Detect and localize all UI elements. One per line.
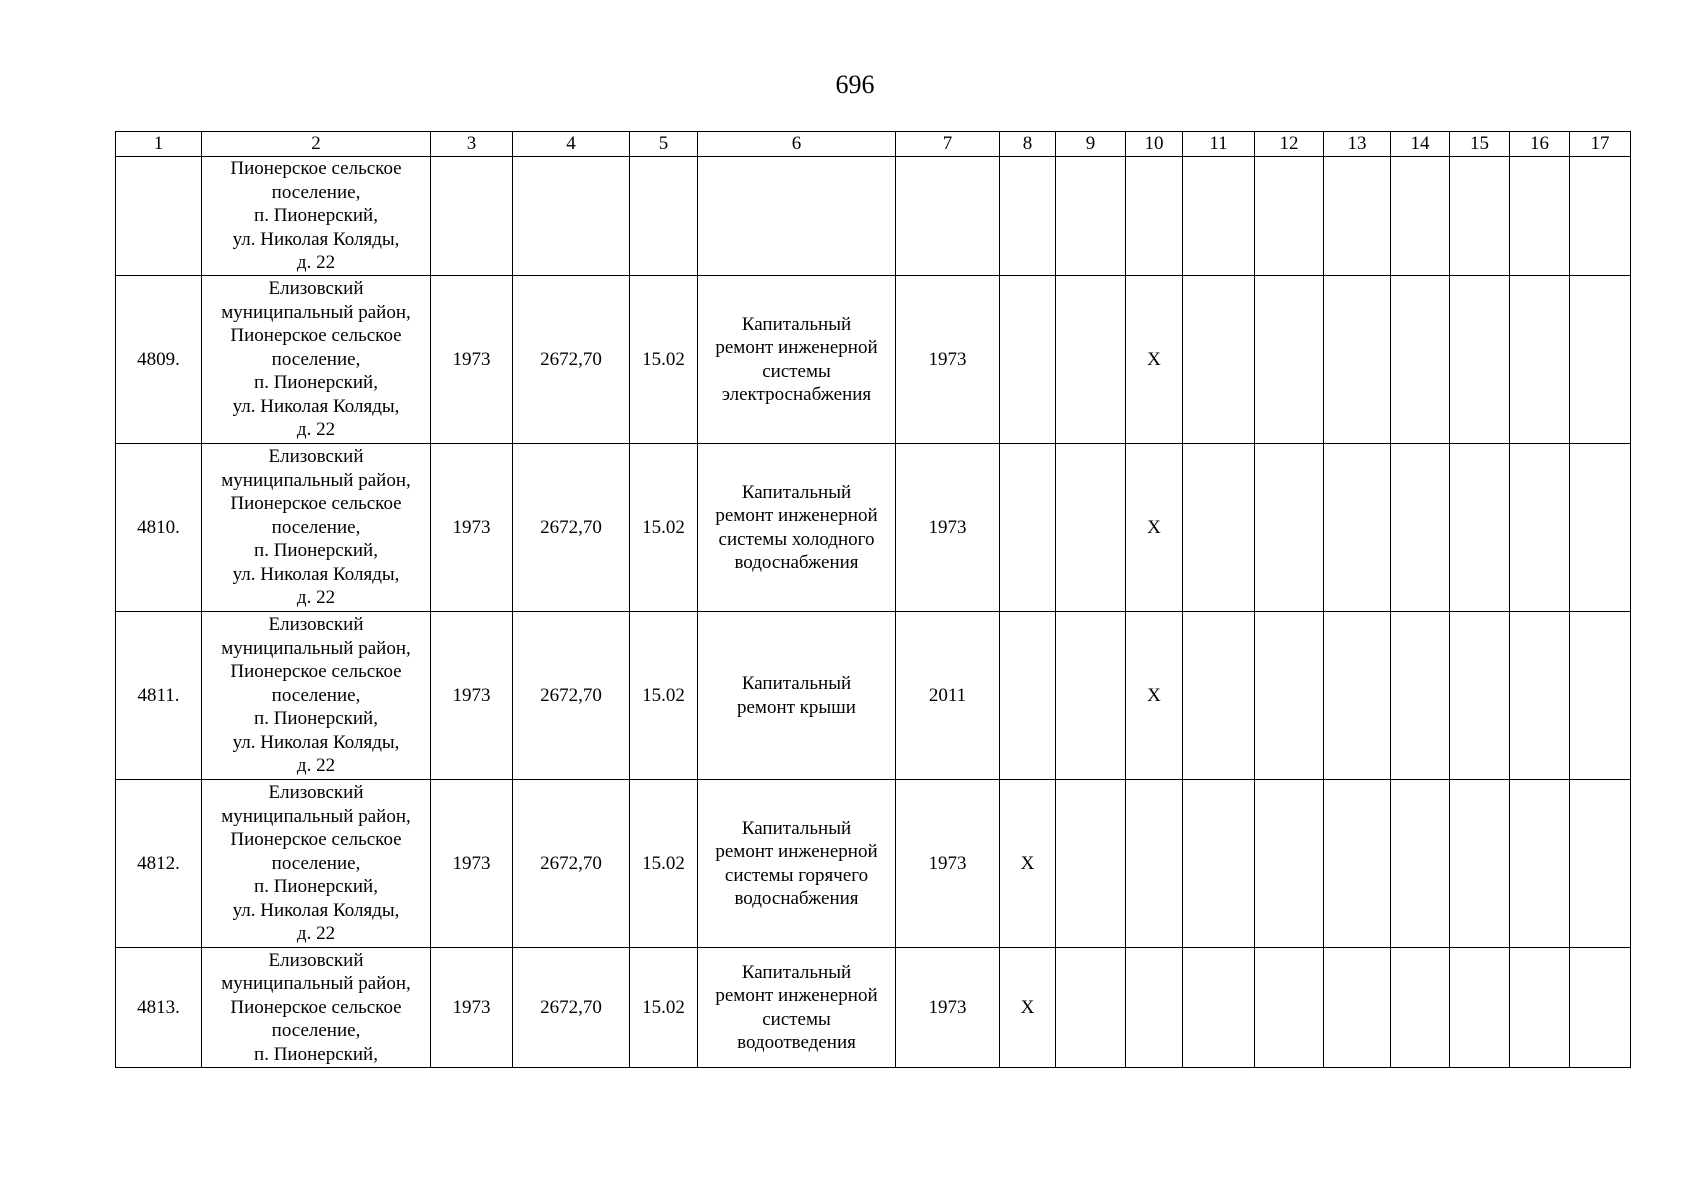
row-number-cell (116, 157, 202, 276)
column-13-cell (1324, 612, 1391, 780)
column-15-cell (1450, 276, 1510, 444)
column-16-cell (1510, 444, 1570, 612)
address-cell-line: Елизовский (268, 278, 364, 300)
column-13-cell (1324, 157, 1391, 276)
x-mark: X (1020, 852, 1035, 874)
address-cell-line: Елизовский (268, 949, 364, 971)
column-number-14: 14 (1391, 132, 1450, 157)
column-17-cell (1570, 276, 1631, 444)
work-type-cell-line: системы (762, 360, 831, 382)
column-16-cell (1510, 276, 1570, 444)
column-number-3: 3 (431, 132, 513, 157)
table-row (116, 276, 1631, 444)
column-17-cell (1570, 948, 1631, 1068)
column-15-cell (1450, 948, 1510, 1068)
address-cell-line: Пионерское сельское (230, 661, 402, 683)
column-12-cell (1255, 444, 1324, 612)
work-type-cell-line: системы холодного (718, 528, 875, 550)
work-type-cell-line: Капитальный (741, 817, 852, 839)
column-number-8: 8 (1000, 132, 1056, 157)
column-15-cell (1450, 780, 1510, 948)
column-10-cell (1126, 276, 1183, 444)
work-type-cell-line: водоснабжения (734, 552, 859, 573)
year-cell (896, 157, 1000, 276)
column-8-cell (1000, 948, 1056, 1068)
work-type-cell-line: ремонт инженерной (715, 505, 878, 526)
work-type-cell-line: Капитальный (741, 961, 852, 983)
column-12-cell (1255, 276, 1324, 444)
column-16-cell (1510, 612, 1570, 780)
year-built-cell: 1973 (431, 276, 513, 444)
work-type-cell (698, 444, 896, 612)
column-8-cell (1000, 276, 1056, 444)
column-8-cell (1000, 444, 1056, 612)
code-cell (630, 157, 698, 276)
work-type-cell-line: Капитальный (741, 481, 852, 503)
column-number-12: 12 (1255, 132, 1324, 157)
area-cell: 2672,70 (513, 948, 630, 1068)
column-16-cell (1510, 780, 1570, 948)
address-cell-line: муниципальный район, (221, 469, 411, 491)
x-mark: X (1147, 516, 1161, 538)
column-11-cell (1183, 612, 1255, 780)
column-8-cell (1000, 780, 1056, 948)
address-cell-line: п. Пионерский, (254, 876, 378, 898)
address-cell-line: Пионерское сельское (230, 829, 402, 851)
column-number-17: 17 (1570, 132, 1631, 157)
column-9-cell (1056, 444, 1126, 612)
year-built-cell: 1973 (431, 444, 513, 612)
address-cell-line: Пионерское сельское (230, 996, 402, 1018)
address-cell-line: д. 22 (296, 587, 336, 609)
address-cell-line: поселение, (271, 1020, 361, 1042)
address-cell-line: поселение, (271, 348, 361, 370)
year-built-cell: 1973 (431, 780, 513, 948)
area-cell: 2672,70 (513, 780, 630, 948)
column-12-cell (1255, 780, 1324, 948)
address-cell-line: д. 22 (296, 252, 336, 274)
address-cell-line: муниципальный район, (221, 637, 411, 659)
address-cell-line: поселение, (271, 516, 361, 538)
year-cell: 1973 (896, 276, 1000, 444)
column-9-cell (1056, 948, 1126, 1068)
address-cell-line: д. 22 (296, 923, 336, 945)
column-15-cell (1450, 444, 1510, 612)
column-10-cell (1126, 157, 1183, 276)
column-13-cell (1324, 780, 1391, 948)
work-type-cell-line: ремонт крыши (737, 696, 856, 718)
column-17-cell (1570, 157, 1631, 276)
row-number-cell: 4812. (116, 780, 202, 948)
column-15-cell (1450, 612, 1510, 780)
work-type-cell-line: ремонт инженерной (715, 337, 878, 358)
code-cell: 15.02 (630, 444, 698, 612)
column-number-6: 6 (698, 132, 896, 157)
address-cell (202, 444, 431, 612)
work-type-cell-line: Капитальный (741, 313, 852, 335)
column-9-cell (1056, 276, 1126, 444)
work-type-cell-line: электроснабжения (721, 384, 872, 405)
column-number-2: 2 (202, 132, 431, 157)
code-cell: 15.02 (630, 612, 698, 780)
column-16-cell (1510, 157, 1570, 276)
code-cell: 15.02 (630, 276, 698, 444)
address-cell-line: д. 22 (296, 755, 336, 777)
area-cell (513, 157, 630, 276)
address-cell-line: Пионерское сельское (230, 493, 402, 515)
address-cell-line: п. Пионерский, (254, 372, 378, 394)
column-number-11: 11 (1183, 132, 1255, 157)
code-cell: 15.02 (630, 948, 698, 1068)
area-cell: 2672,70 (513, 444, 630, 612)
address-cell (202, 276, 431, 444)
x-mark: X (1147, 684, 1161, 706)
column-number-13: 13 (1324, 132, 1391, 157)
work-type-cell-line: ремонт инженерной (715, 841, 878, 862)
column-11-cell (1183, 948, 1255, 1068)
area-cell: 2672,70 (513, 276, 630, 444)
column-number-15: 15 (1450, 132, 1510, 157)
column-14-cell (1391, 157, 1450, 276)
column-10-cell (1126, 612, 1183, 780)
column-number-7: 7 (896, 132, 1000, 157)
column-10-cell (1126, 780, 1183, 948)
address-cell-line: поселение, (271, 181, 361, 203)
column-10-cell (1126, 444, 1183, 612)
column-number-4: 4 (513, 132, 630, 157)
column-14-cell (1391, 444, 1450, 612)
column-14-cell (1391, 948, 1450, 1068)
column-10-cell (1126, 948, 1183, 1068)
column-17-cell (1570, 444, 1631, 612)
address-cell-line: ул. Николая Коляды, (232, 731, 400, 753)
table-row (116, 157, 1631, 276)
x-mark: X (1020, 996, 1035, 1018)
address-cell-line: Пионерское сельское (230, 325, 402, 347)
column-14-cell (1391, 276, 1450, 444)
address-cell-line: Елизовский (268, 614, 364, 636)
column-9-cell (1056, 157, 1126, 276)
address-cell-line: Елизовский (268, 446, 364, 468)
work-type-cell-line: системы горячего (724, 864, 869, 886)
row-number-cell: 4811. (116, 612, 202, 780)
address-cell-line: ул. Николая Коляды, (232, 228, 400, 250)
column-11-cell (1183, 444, 1255, 612)
column-17-cell (1570, 612, 1631, 780)
area-cell: 2672,70 (513, 612, 630, 780)
table-body (116, 157, 1631, 1068)
work-type-cell (698, 157, 896, 276)
column-12-cell (1255, 948, 1324, 1068)
column-number-10: 10 (1126, 132, 1183, 157)
column-9-cell (1056, 780, 1126, 948)
column-11-cell (1183, 780, 1255, 948)
column-14-cell (1391, 612, 1450, 780)
code-cell: 15.02 (630, 780, 698, 948)
column-13-cell (1324, 276, 1391, 444)
work-type-cell-line: водоснабжения (734, 888, 859, 909)
column-8-cell (1000, 612, 1056, 780)
column-12-cell (1255, 157, 1324, 276)
address-cell-line: ул. Николая Коляды, (232, 563, 400, 585)
column-8-cell (1000, 157, 1056, 276)
address-cell-line: Елизовский (268, 782, 364, 804)
column-9-cell (1056, 612, 1126, 780)
address-cell-line: муниципальный район, (221, 973, 411, 995)
table-row (116, 612, 1631, 780)
work-type-cell (698, 276, 896, 444)
x-mark: X (1147, 348, 1161, 370)
address-cell-line: п. Пионерский, (254, 708, 378, 730)
column-13-cell (1324, 444, 1391, 612)
column-number-9: 9 (1056, 132, 1126, 157)
table-row (116, 780, 1631, 948)
column-11-cell (1183, 276, 1255, 444)
address-cell-line: ул. Николая Коляды, (232, 395, 400, 417)
address-cell-line: муниципальный район, (221, 805, 411, 827)
column-13-cell (1324, 948, 1391, 1068)
year-built-cell: 1973 (431, 948, 513, 1068)
row-number-cell: 4809. (116, 276, 202, 444)
work-type-cell-line: водоотведения (737, 1032, 856, 1053)
year-cell: 1973 (896, 780, 1000, 948)
column-14-cell (1391, 780, 1450, 948)
work-type-cell (698, 780, 896, 948)
address-cell-line: Пионерское сельское (230, 158, 402, 180)
year-built-cell: 1973 (431, 612, 513, 780)
work-type-cell-line: Капитальный (741, 673, 852, 694)
year-built-cell (431, 157, 513, 276)
address-cell-line: д. 22 (296, 419, 336, 441)
column-number-row (116, 132, 1631, 157)
column-12-cell (1255, 612, 1324, 780)
address-cell-line: поселение, (271, 684, 361, 706)
address-cell-line: поселение, (271, 852, 361, 874)
address-cell (202, 780, 431, 948)
address-cell-line: п. Пионерский, (254, 205, 378, 227)
address-cell-line: п. Пионерский, (254, 540, 378, 562)
row-number-cell: 4813. (116, 948, 202, 1068)
works-table (115, 131, 1631, 1068)
column-11-cell (1183, 157, 1255, 276)
year-cell: 1973 (896, 444, 1000, 612)
column-17-cell (1570, 780, 1631, 948)
address-cell (202, 948, 431, 1068)
address-cell-line: п. Пионерский, (254, 1043, 378, 1065)
address-cell-line: муниципальный район, (221, 301, 411, 323)
column-16-cell (1510, 948, 1570, 1068)
column-number-16: 16 (1510, 132, 1570, 157)
work-type-cell (698, 948, 896, 1068)
table-row (116, 444, 1631, 612)
column-15-cell (1450, 157, 1510, 276)
year-cell: 1973 (896, 948, 1000, 1068)
address-cell (202, 612, 431, 780)
table-row (116, 948, 1631, 1068)
column-number-5: 5 (630, 132, 698, 157)
work-type-cell-line: ремонт инженерной (715, 985, 878, 1006)
row-number-cell: 4810. (116, 444, 202, 612)
column-number-1: 1 (116, 132, 202, 157)
address-cell-line: ул. Николая Коляды, (232, 899, 400, 921)
address-cell (202, 157, 431, 276)
work-type-cell-line: системы (762, 1008, 831, 1030)
year-cell: 2011 (896, 612, 1000, 780)
work-type-cell (698, 612, 896, 780)
page-number: 696 (835, 70, 875, 99)
